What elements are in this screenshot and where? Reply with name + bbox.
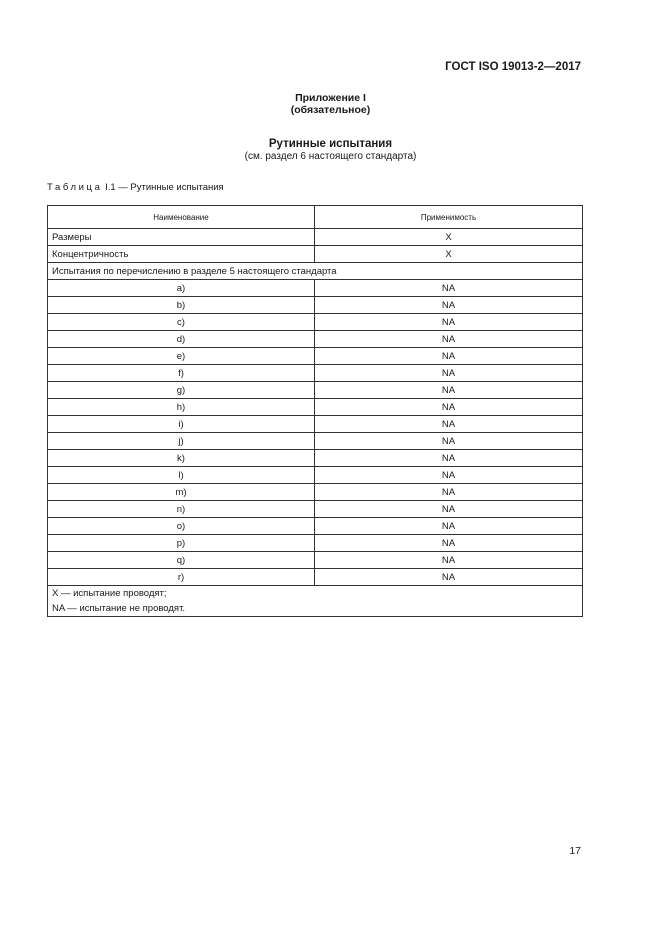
table-row [48, 552, 583, 569]
item-label: p) [48, 535, 315, 552]
item-value: NA [315, 280, 583, 297]
table-row [48, 246, 583, 263]
table-row [48, 467, 583, 484]
document-code: ГОСТ ISO 19013-2—2017 [445, 61, 581, 73]
annex-title: Приложение I [295, 92, 366, 104]
item-value: NA [315, 569, 583, 586]
table-row [48, 365, 583, 382]
table-notes [48, 586, 583, 617]
item-label: l) [48, 467, 315, 484]
item-label: m) [48, 484, 315, 501]
item-label: n) [48, 501, 315, 518]
table-row [48, 569, 583, 586]
row-name: Размеры [48, 229, 315, 246]
item-value: NA [315, 416, 583, 433]
table-caption-label: Таблица [47, 182, 103, 193]
section-title: Рутинные испытания [268, 138, 393, 150]
item-value: NA [315, 552, 583, 569]
item-label: i) [48, 416, 315, 433]
table-row [48, 484, 583, 501]
table-row [48, 280, 583, 297]
table-row [48, 535, 583, 552]
item-label: e) [48, 348, 315, 365]
table-row [48, 331, 583, 348]
column-header-applicability: Применимость [315, 206, 583, 229]
item-label: k) [48, 450, 315, 467]
item-value: NA [315, 382, 583, 399]
item-value: NA [315, 535, 583, 552]
note-na: NA — испытание не проводят. [52, 603, 186, 614]
table-caption [47, 182, 224, 194]
item-value: NA [315, 467, 583, 484]
item-value: NA [315, 518, 583, 535]
item-value: NA [315, 314, 583, 331]
row-value: X [315, 246, 583, 263]
item-value: NA [315, 433, 583, 450]
item-label: b) [48, 297, 315, 314]
group-header: Испытания по перечислению в разделе 5 настоящего стандарта [48, 263, 583, 280]
item-label: a) [48, 280, 315, 297]
item-label: j) [48, 433, 315, 450]
page-number: 17 [569, 845, 581, 857]
item-value: NA [315, 484, 583, 501]
item-label: o) [48, 518, 315, 535]
item-label: q) [48, 552, 315, 569]
note-x: X — испытание проводят; [52, 588, 167, 599]
row-name: Концентричность [48, 246, 315, 263]
item-value: NA [315, 348, 583, 365]
item-value: NA [315, 450, 583, 467]
item-label: h) [48, 399, 315, 416]
table-caption-text: I.1 — Рутинные испытания [102, 182, 224, 193]
item-value: NA [315, 501, 583, 518]
item-value: NA [315, 399, 583, 416]
item-label: c) [48, 314, 315, 331]
item-value: NA [315, 297, 583, 314]
routine-tests-table [47, 205, 583, 617]
table-row [48, 450, 583, 467]
table-row [48, 348, 583, 365]
table-row [48, 229, 583, 246]
item-label: f) [48, 365, 315, 382]
item-label: d) [48, 331, 315, 348]
section-subtitle: (см. раздел 6 настоящего стандарта) [244, 151, 417, 162]
table-row [48, 416, 583, 433]
annex-status: (обязательное) [290, 104, 371, 116]
table-row [48, 518, 583, 535]
item-value: NA [315, 331, 583, 348]
table-row [48, 433, 583, 450]
table-row [48, 501, 583, 518]
table-row [48, 382, 583, 399]
table-row [48, 314, 583, 331]
item-label: r) [48, 569, 315, 586]
item-label: g) [48, 382, 315, 399]
column-header-name: Наименование [48, 206, 315, 229]
item-value: NA [315, 365, 583, 382]
table-row [48, 399, 583, 416]
table-row [48, 297, 583, 314]
row-value: X [315, 229, 583, 246]
